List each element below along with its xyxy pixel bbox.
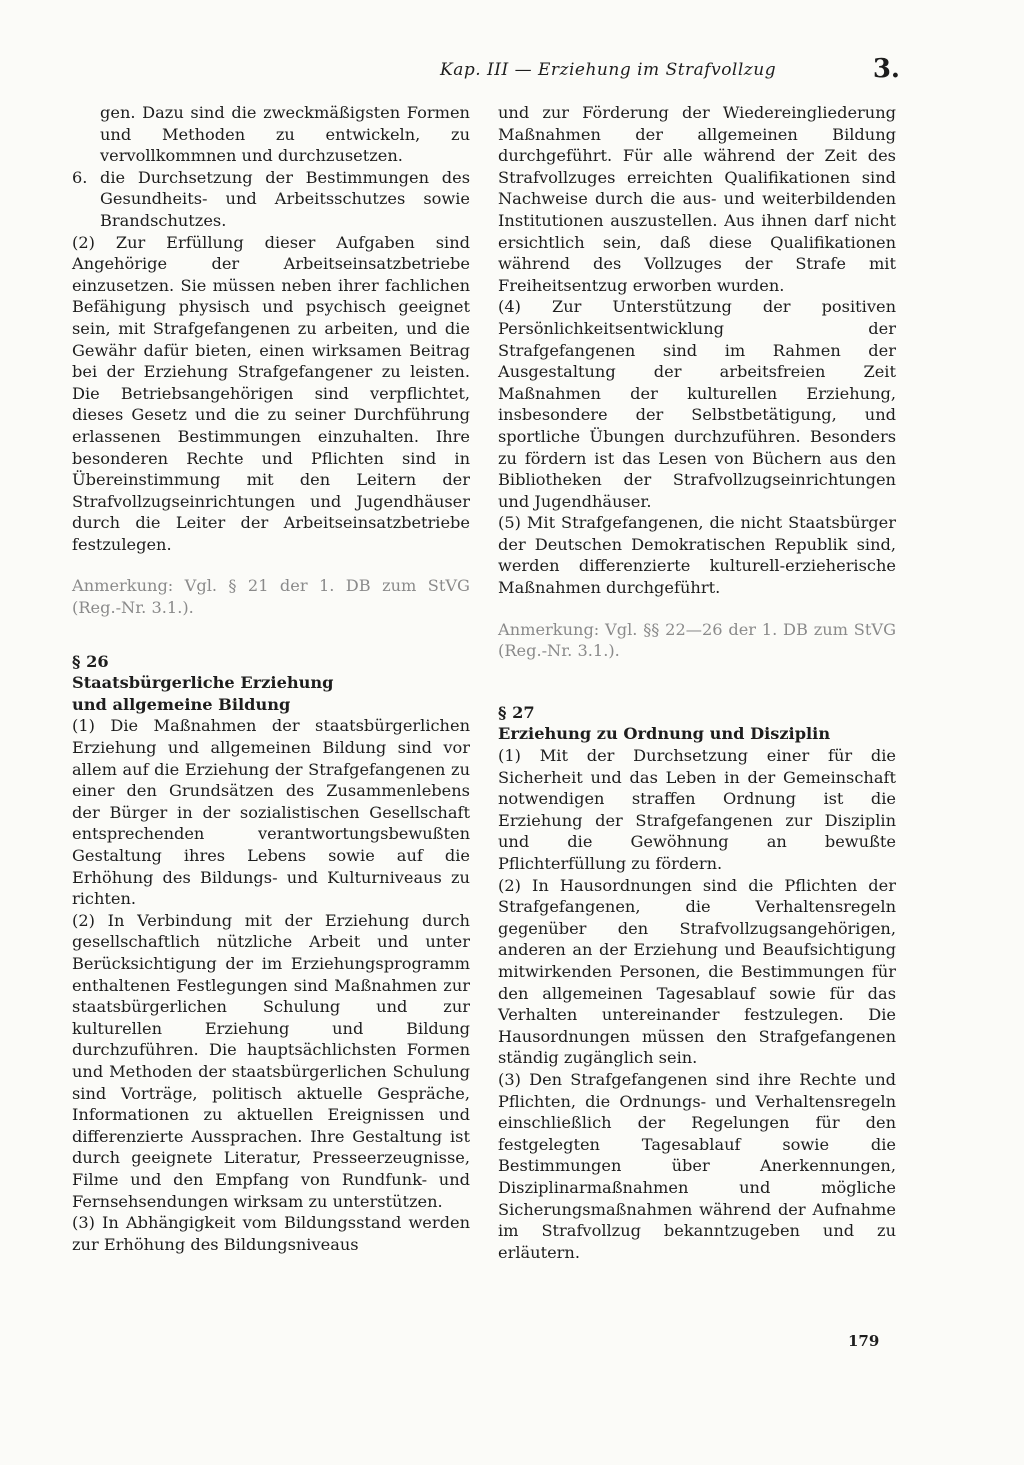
section-26-paragraph-2: (2) In Verbindung mit der Erziehung durch gesellschaftlich nützliche Arbeit und unter Berücksichtigung der im Erziehungsprogramm enthaltenen Festlegungen sind Maßnahmen zur staatsbürgerlichen Schulung und zur kulturellen Erziehung und Bildung durchzuführen. Die hauptsächlichsten Formen und Methoden der staatsbürgerlichen Schulung sind Vorträge, politisch aktuelle Gespräche, Informationen zu aktuellen Ereignissen und differenzierte Aussprachen. Ihre Gestaltung ist durch geeignete Literatur, Presseerzeugnisse, Filme und den Empfang von Rundfunk- und Fernsehsendungen wirksam zu unterstützen. xyxy=(72,910,470,1211)
section-27-paragraph-3: (3) Den Strafgefangenen sind ihre Rechte und Pflichten, die Ordnungs- und Verhaltensregeln einschließlich der Regelungen für den festgelegten Tagesablauf sowie die Bestimmungen über Anerkennungen, Disziplinarmaßnahmen und mögliche Sicherungsmaßnahmen während der Aufnahme im Strafvollzug bekanntzugeben und zu erläutern. xyxy=(498,1069,896,1262)
annotation-note: Anmerkung: Vgl. §§ 22—26 der 1. DB zum StVG (Reg.-Nr. 3.1.). xyxy=(498,619,896,661)
section-26-paragraph-3-continuation: und zur Förderung der Wiedereingliederung Maßnahmen der allgemeinen Bildung durchgeführt. Für alle während der Zeit des Strafvollzuges erreichten Qualifikationen sind Nachweise durch die aus- und weiterbildenden Institutionen auszustellen. Aus ihnen darf nicht ersichtlich sein, daß diese Qualifikationen während des Vollzuges der Strafe mit Freiheitsentzug erworben wurden. xyxy=(498,103,896,295)
annotation-note: Anmerkung: Vgl. § 21 der 1. DB zum StVG (Reg.-Nr. 3.1.). xyxy=(72,576,470,618)
right-column xyxy=(498,102,896,1263)
section-27-paragraph-1: (1) Mit der Durchsetzung einer für die Sicherheit und das Leben in der Gemeinschaft notwendigen straffen Ordnung ist die Erziehung der Strafgefangenen zur Disziplin und die Gewöhnung an bewußte Pflichterfüllung zu fördern. xyxy=(498,746,896,873)
list-item-6 xyxy=(72,167,470,232)
running-title: Kap. III — Erziehung im Strafvollzug xyxy=(440,60,777,80)
left-column xyxy=(72,102,470,1255)
list-item-text: die Durchsetzung der Bestimmungen des Gesundheits- und Arbeitsschutzes sowie Brandschutzes. xyxy=(100,167,470,230)
section-27-number: § 27 xyxy=(498,702,535,722)
section-27-title: Erziehung zu Ordnung und Disziplin xyxy=(498,724,831,744)
section-26-paragraph-3: (3) In Abhängigkeit vom Bildungsstand werden zur Erhöhung des Bildungsniveaus xyxy=(72,1213,470,1254)
page-number: 179 xyxy=(848,1332,880,1350)
spacer xyxy=(498,662,896,702)
section-26-title-line1: Staatsbürgerliche Erziehung xyxy=(72,673,334,693)
running-header xyxy=(440,54,900,94)
section-26-paragraph-5: (5) Mit Strafgefangenen, die nicht Staatsbürger der Deutschen Demokratischen Republik sind, werden differenzierte kulturell-erzieherische Maßnahmen durchgeführt. xyxy=(498,513,896,598)
section-26-number: § 26 xyxy=(72,651,109,671)
chapter-number: 3. xyxy=(872,54,900,84)
section-27-paragraph-2: (2) In Hausordnungen sind die Pflichten der Strafgefangenen, die Verhaltensregeln gegenüber den Strafvollzugsangehörigen, anderen an der Erziehung und Beaufsichtigung mitwirkenden Personen, die Bestimmungen für den allgemeinen Tagesablauf sowie für das Verhalten untereinander festzulegen. Die Hausordnungen müssen den Strafgefangenen ständig zugänglich sein. xyxy=(498,875,896,1068)
section-26-paragraph-4: (4) Zur Unterstützung der positiven Persönlichkeitsentwicklung der Strafgefangenen sind im Rahmen der Ausgestaltung der arbeitsfreien Zeit Maßnahmen der kulturellen Erziehung, insbesondere der Selbstbetätigung, und sportliche Übungen durchzuführen. Besonders zu fördern ist das Lesen von Büchern aus den Bibliotheken der Strafvollzugseinrichtungen und Jugendhäuser. xyxy=(498,297,896,511)
list-item-5-continuation: gen. Dazu sind die zweckmäßigsten Formen und Methoden zu entwickeln, zu vervollkommnen und durchzusetzen. xyxy=(100,103,470,166)
section-26-title-line2: und allgemeine Bildung xyxy=(72,694,291,714)
section-26-paragraph-1: (1) Die Maßnahmen der staatsbürgerlichen Erziehung und allgemeinen Bildung sind vor allem auf die Erziehung der Strafgefangenen zu einer den Grundsätzen des Zusammenlebens der Bürger in der sozialistischen Gesellschaft entsprechenden verantwortungsbewußten Gestaltung ihres Lebens sowie auf die Erhöhung des Bildungs- und Kulturniveaus zu richten. xyxy=(72,716,470,909)
paragraph-2: (2) Zur Erfüllung dieser Aufgaben sind Angehörige der Arbeitseinsatzbetriebe einzusetzen. Sie müssen neben ihrer fachlichen Befähigung physisch und psychisch geeignet sein, mit Strafgefangenen zu arbeiten, und die Gewähr dafür bieten, einen wirksamen Beitrag bei der Erziehung Strafgefangener zu leisten. Die Betriebsangehörigen sind verpflichtet, dieses Gesetz und die zu seiner Durchführung erlassenen Bestimmungen einzuhalten. Ihre besonderen Rechte und Pflichten sind in Übereinstimmung mit den Leitern der Strafvollzugseinrichtungen und Jugendhäuser durch die Leiter der Arbeitseinsatzbetriebe festzulegen. xyxy=(72,232,470,554)
list-item-number: 6. xyxy=(72,167,88,187)
